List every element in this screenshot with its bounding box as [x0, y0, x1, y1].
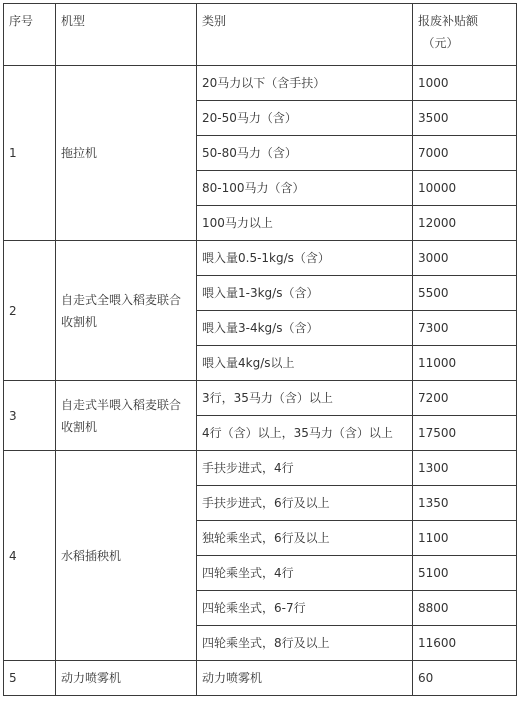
machine-model	[56, 381, 197, 451]
subsidy-amount-cell: 11600	[413, 626, 517, 661]
subsidy-amount-cell: 12000	[413, 206, 517, 241]
machine-model	[56, 66, 197, 241]
header-no: 序号	[4, 4, 56, 66]
category-cell: 喂入量4kg/s以上	[197, 346, 413, 381]
subsidy-amount-cell: 1000	[413, 66, 517, 101]
subsidy-amount-cell: 10000	[413, 171, 517, 206]
subsidy-amount-cell: 17500	[413, 416, 517, 451]
subsidy-amount-cell: 3500	[413, 101, 517, 136]
row-number: 4	[4, 451, 56, 661]
subsidy-amount-cell: 1100	[413, 521, 517, 556]
table-row	[4, 241, 517, 276]
table-row	[4, 66, 517, 101]
machine-model-label: 动力喷雾机	[61, 671, 122, 685]
category-cell: 手扶步进式，6行及以上	[197, 486, 413, 521]
table-row	[4, 661, 517, 696]
category-cell: 20-50马力（含）	[197, 101, 413, 136]
category-cell: 50-80马力（含）	[197, 136, 413, 171]
machine-model-label: 水稻插秧机	[61, 548, 122, 563]
category-cell: 独轮乘坐式，6行及以上	[197, 521, 413, 556]
subsidy-amount-cell: 5500	[413, 276, 517, 311]
subsidy-amount-cell: 3000	[413, 241, 517, 276]
subsidy-amount-cell: 7000	[413, 136, 517, 171]
machine-model	[56, 661, 197, 696]
category-cell: 手扶步进式，4行	[197, 451, 413, 486]
category-cell: 动力喷雾机	[197, 661, 413, 696]
category-cell: 喂入量1-3kg/s（含）	[197, 276, 413, 311]
subsidy-table	[3, 3, 517, 696]
table-header-row	[4, 4, 517, 66]
subsidy-amount-cell: 5100	[413, 556, 517, 591]
machine-model-label: 自走式半喂入稻麦联合收割机	[61, 397, 182, 434]
category-cell: 4行（含）以上，35马力（含）以上	[197, 416, 413, 451]
category-cell: 20马力以下（含手扶）	[197, 66, 413, 101]
row-number: 5	[4, 661, 56, 696]
machine-model-label: 拖拉机	[61, 146, 98, 160]
row-number: 3	[4, 381, 56, 451]
category-cell: 100马力以上	[197, 206, 413, 241]
table-row	[4, 381, 517, 416]
subsidy-amount-cell: 60	[413, 661, 517, 696]
table-row	[4, 451, 517, 486]
header-amount-line2: （元）	[422, 36, 459, 50]
category-cell: 四轮乘坐式，6-7行	[197, 591, 413, 626]
category-cell: 四轮乘坐式，4行	[197, 556, 413, 591]
machine-model-label: 自走式全喂入稻麦联合收割机	[61, 292, 182, 329]
header-amount	[413, 4, 517, 66]
subsidy-amount-cell: 1350	[413, 486, 517, 521]
category-cell: 喂入量3-4kg/s（含）	[197, 311, 413, 346]
category-cell: 3行，35马力（含）以上	[197, 381, 413, 416]
subsidy-amount-cell: 7200	[413, 381, 517, 416]
header-category: 类别	[197, 4, 413, 66]
category-cell: 喂入量0.5-1kg/s（含）	[197, 241, 413, 276]
row-number: 2	[4, 241, 56, 381]
machine-model	[56, 451, 197, 661]
header-amount-line1: 报废补贴额	[418, 14, 479, 28]
row-number: 1	[4, 66, 56, 241]
category-cell: 四轮乘坐式，8行及以上	[197, 626, 413, 661]
subsidy-amount-cell: 8800	[413, 591, 517, 626]
category-cell: 80-100马力（含）	[197, 171, 413, 206]
subsidy-amount-cell: 7300	[413, 311, 517, 346]
header-model: 机型	[56, 4, 197, 66]
machine-model	[56, 241, 197, 381]
subsidy-amount-cell: 1300	[413, 451, 517, 486]
subsidy-amount-cell: 11000	[413, 346, 517, 381]
